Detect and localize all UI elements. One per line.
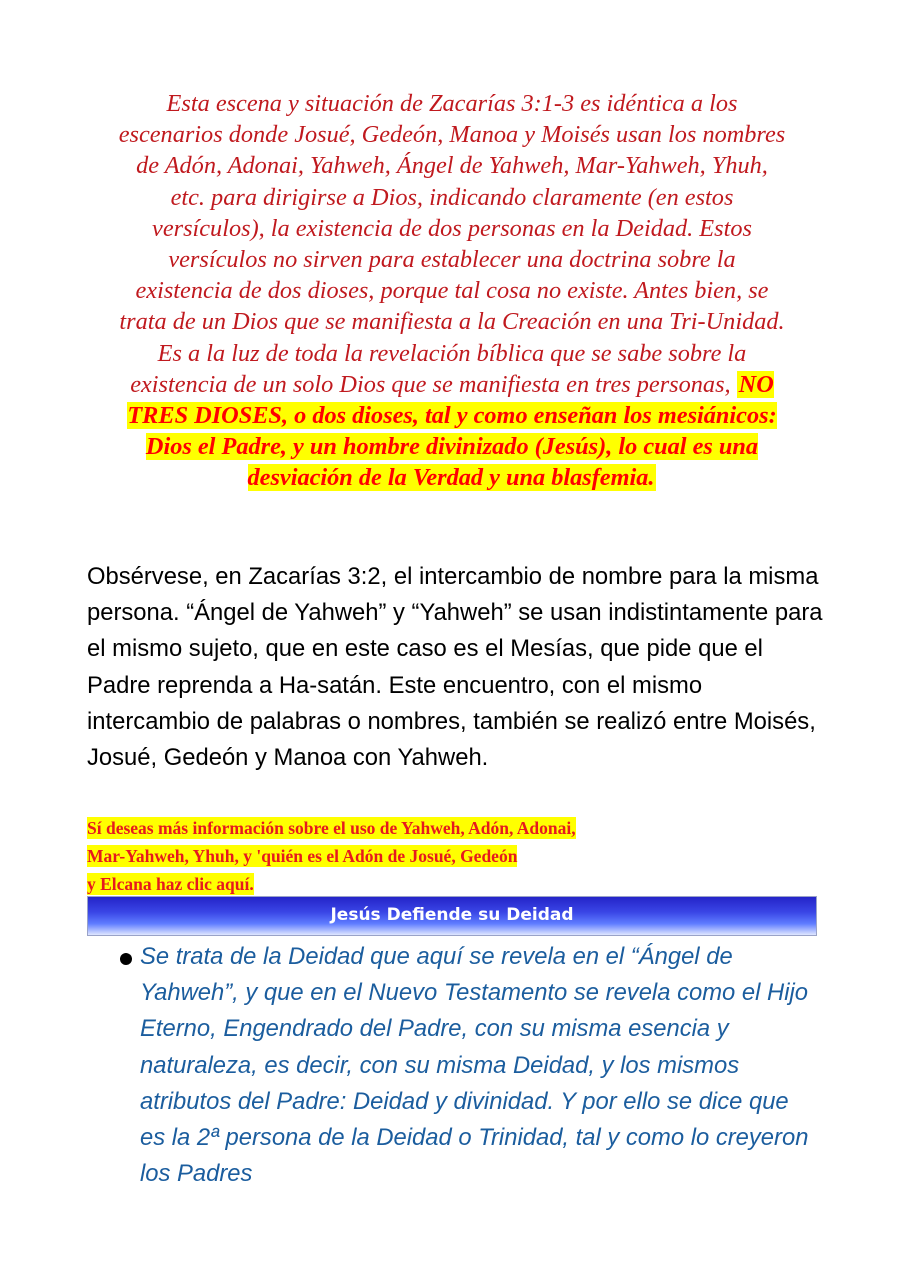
quote-text: Esta escena y situación de Zacarías 3:1-3 es idéntica a los escenarios donde Josué, Gedeón, Manoa y Moisés usan los nombres de Adón, Adonai, Yahweh, Ángel de Yahweh, Mar-Yahweh, Yhuh, etc. para dirigirse a Dios, indicando claramente (en estos versículos), la existencia de dos personas en la Deidad. Estos versículos no sirven para establecer una doctrina sobre la existencia de dos dioses, porque tal cosa no existe. Antes bien, se trata de un Dios que se manifiesta a la Creación en una Tri-Unidad. Es a la luz de toda la revelación bíblica que se sabe sobre la existencia de un solo Dios que se manifiesta en tres personas, bbox=[118, 90, 786, 398]
more-info-link-line-3[interactable]: y Elcana haz clic aquí. bbox=[87, 874, 254, 894]
list-item bbox=[120, 939, 820, 1192]
quote-highlight: NO TRES DIOSES, o dos dioses, tal y como enseñan los mesiánicos: Dios el Padre, y un hombre divinizado (Jesús), lo cual es una desviación de la Verdad y una blasfemia. bbox=[127, 370, 777, 492]
bullet-text: Se trata de la Deidad que aquí se revela en el “Ángel de Yahweh”, y que en el Nuevo Testamento se revela como el Hijo Eterno, Engendrado del Padre, con su misma esencia y naturaleza, es decir, con su misma Deidad, y los mismos atributos del Padre: Deidad y divinidad. Y por ello se dice que es la 2ª persona de la Deidad o Trinidad, tal y como lo creyeron los Padres bbox=[140, 943, 809, 1188]
bullet-icon bbox=[120, 953, 132, 965]
jesus-defiende-banner-link[interactable] bbox=[87, 896, 817, 936]
body-paragraph: Obsérvese, en Zacarías 3:2, el intercambio de nombre para la misma persona. “Ángel de Yahweh” y “Yahweh” se usan indistintamente para el mismo sujeto, que en este caso es el Mesías, que pide que el Padre reprenda a Ha-satán. Este encuentro, con el mismo intercambio de palabras o nombres, también se realizó entre Moisés, Josué, Gedeón y Manoa con Yahweh. bbox=[87, 563, 823, 772]
more-info-link[interactable] bbox=[87, 814, 737, 898]
banner-label: Jesús Defiende su Deidad bbox=[330, 905, 574, 925]
more-info-link-line-2[interactable]: Mar-Yahweh, Yhuh, y 'quién es el Adón de Josué, Gedeón bbox=[87, 846, 518, 866]
more-info-link-line-1[interactable]: Sí deseas más información sobre el uso de Yahweh, Adón, Adonai, bbox=[87, 818, 576, 838]
quote-block bbox=[118, 88, 786, 494]
